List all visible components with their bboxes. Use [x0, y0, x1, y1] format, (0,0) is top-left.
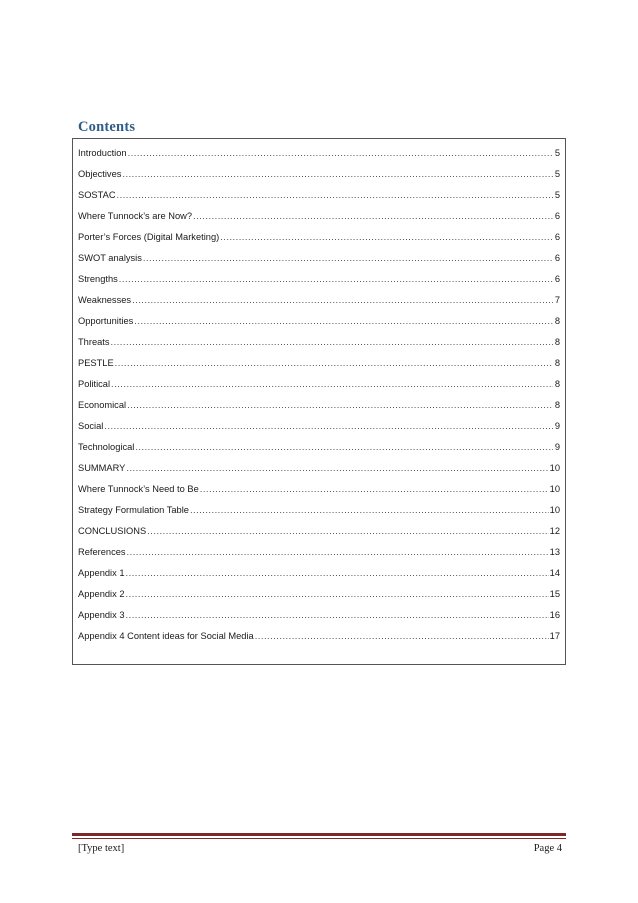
toc-entry-label: SWOT analysis — [78, 253, 142, 263]
toc-entry-page: 10 — [549, 463, 560, 473]
toc-entry-label: Appendix 1 — [78, 568, 125, 578]
contents-heading: Contents — [78, 119, 136, 135]
toc-entry-label: Porter’s Forces (Digital Marketing) — [78, 232, 220, 242]
toc-entry-label: Where Tunnock’s Need to Be — [78, 484, 199, 494]
toc-entry[interactable] — [78, 353, 560, 374]
footer-page-number: Page 4 — [533, 843, 562, 854]
toc-entry-label: Social — [78, 421, 104, 431]
toc-entry-page: 8 — [554, 400, 560, 410]
toc-entry-label: References — [78, 547, 126, 557]
toc-dot-leader — [132, 290, 553, 311]
toc-entry-label: SUMMARY — [78, 463, 126, 473]
toc-entry-page: 10 — [549, 505, 560, 515]
toc-dot-leader — [104, 416, 553, 437]
toc-dot-leader — [126, 458, 548, 479]
toc-entry-page: 5 — [554, 190, 560, 200]
toc-entry[interactable] — [78, 500, 560, 521]
toc-entry-page: 17 — [549, 631, 560, 641]
toc-list — [78, 143, 560, 647]
toc-dot-leader — [126, 605, 549, 626]
toc-entry[interactable] — [78, 584, 560, 605]
toc-dot-leader — [143, 248, 553, 269]
toc-entry-page: 5 — [554, 169, 560, 179]
toc-dot-leader — [127, 542, 549, 563]
toc-dot-leader — [127, 395, 553, 416]
toc-entry[interactable] — [78, 458, 560, 479]
toc-entry-label: Economical — [78, 400, 127, 410]
toc-entry-label: Introduction — [78, 148, 127, 158]
toc-dot-leader — [111, 374, 553, 395]
toc-entry-page: 7 — [554, 295, 560, 305]
toc-entry-page: 5 — [554, 148, 560, 158]
toc-dot-leader — [200, 479, 549, 500]
table-of-contents — [72, 138, 566, 665]
toc-entry[interactable] — [78, 521, 560, 542]
toc-entry[interactable] — [78, 269, 560, 290]
toc-entry[interactable] — [78, 248, 560, 269]
toc-dot-leader — [135, 437, 553, 458]
toc-dot-leader — [255, 626, 549, 647]
toc-entry-page: 13 — [549, 547, 560, 557]
toc-entry[interactable] — [78, 626, 560, 647]
toc-entry-page: 16 — [549, 610, 560, 620]
toc-entry[interactable] — [78, 332, 560, 353]
toc-dot-leader — [147, 521, 548, 542]
toc-entry[interactable] — [78, 563, 560, 584]
toc-entry-page: 6 — [554, 232, 560, 242]
toc-dot-leader — [126, 563, 549, 584]
toc-entry-label: SOSTAC — [78, 190, 116, 200]
toc-entry-label: Strengths — [78, 274, 118, 284]
toc-entry-page: 8 — [554, 379, 560, 389]
toc-entry-label: Weaknesses — [78, 295, 132, 305]
toc-entry[interactable] — [78, 542, 560, 563]
toc-dot-leader — [122, 164, 553, 185]
toc-entry-page: 15 — [549, 589, 560, 599]
toc-entry-label: Objectives — [78, 169, 122, 179]
toc-entry[interactable] — [78, 227, 560, 248]
toc-entry[interactable] — [78, 206, 560, 227]
toc-entry[interactable] — [78, 374, 560, 395]
toc-dot-leader — [115, 353, 553, 374]
toc-entry[interactable] — [78, 164, 560, 185]
toc-entry[interactable] — [78, 311, 560, 332]
toc-entry-label: Strategy Formulation Table — [78, 505, 189, 515]
toc-entry-label: Political — [78, 379, 111, 389]
toc-entry-page: 10 — [549, 484, 560, 494]
toc-entry-label: Appendix 2 — [78, 589, 125, 599]
toc-entry-page: 14 — [549, 568, 560, 578]
toc-entry[interactable] — [78, 479, 560, 500]
toc-dot-leader — [193, 206, 553, 227]
toc-dot-leader — [220, 227, 553, 248]
toc-entry-page: 8 — [554, 358, 560, 368]
toc-dot-leader — [190, 500, 549, 521]
toc-entry-page: 8 — [554, 337, 560, 347]
toc-entry[interactable] — [78, 290, 560, 311]
toc-entry-page: 12 — [549, 526, 560, 536]
toc-entry-label: Opportunities — [78, 316, 134, 326]
toc-entry-page: 9 — [554, 421, 560, 431]
toc-entry[interactable] — [78, 605, 560, 626]
footer-rule-thin — [72, 838, 566, 839]
toc-dot-leader — [128, 143, 553, 164]
toc-entry-page: 6 — [554, 211, 560, 221]
toc-entry-page: 6 — [554, 253, 560, 263]
toc-entry[interactable] — [78, 143, 560, 164]
toc-entry-label: CONCLUSIONS — [78, 526, 147, 536]
toc-dot-leader — [134, 311, 553, 332]
toc-entry-label: PESTLE — [78, 358, 114, 368]
toc-dot-leader — [126, 584, 549, 605]
toc-entry-page: 9 — [554, 442, 560, 452]
toc-entry-label: Appendix 3 — [78, 610, 125, 620]
toc-entry-page: 6 — [554, 274, 560, 284]
toc-entry-label: Technological — [78, 442, 135, 452]
toc-entry-label: Where Tunnock’s are Now? — [78, 211, 193, 221]
footer-rule — [72, 833, 566, 836]
toc-entry[interactable] — [78, 437, 560, 458]
toc-entry[interactable] — [78, 416, 560, 437]
toc-entry[interactable] — [78, 185, 560, 206]
toc-entry-label: Appendix 4 Content ideas for Social Media — [78, 631, 254, 641]
toc-entry-label: Threats — [78, 337, 110, 347]
toc-entry[interactable] — [78, 395, 560, 416]
toc-entry-page: 8 — [554, 316, 560, 326]
toc-dot-leader — [119, 269, 553, 290]
footer-placeholder-text: [Type text] — [78, 843, 125, 854]
toc-dot-leader — [117, 185, 553, 206]
toc-dot-leader — [111, 332, 553, 353]
